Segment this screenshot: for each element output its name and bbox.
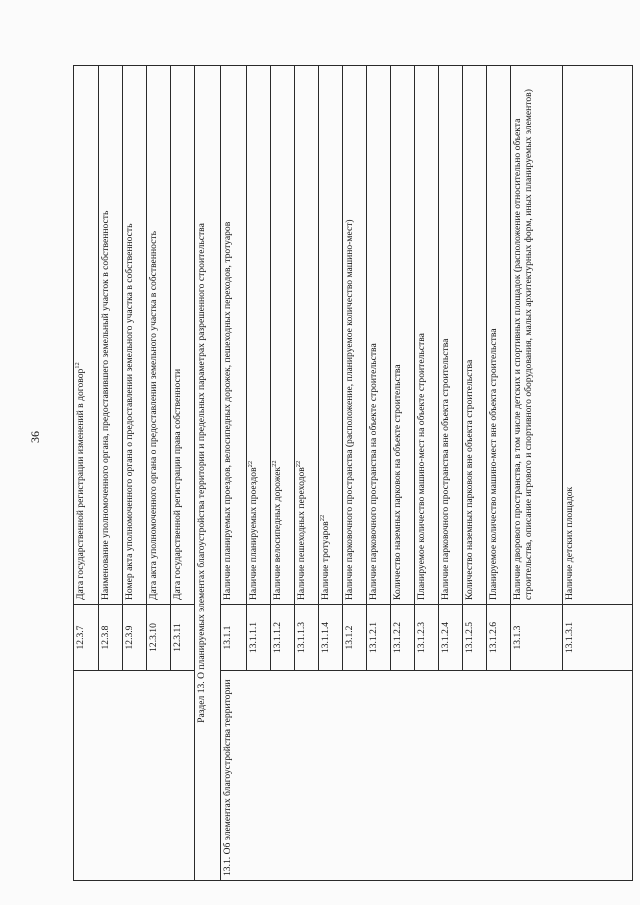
item-code: 13.1.2	[343, 605, 367, 671]
item-text: Наличие парковочного пространства на объекте строительства	[367, 66, 391, 605]
item-text: Наличие дворового пространства, в том числе детских и спортивных площадок (расположение относительно объекта строительства, описание игрового и спортивного оборудования, малых архитектурных форм, иных планируемых элементов)	[511, 66, 563, 605]
item-code: 12.3.10	[147, 605, 171, 671]
item-text: Наличие пешеходных переходов	[296, 467, 307, 600]
item-code: 13.1.2.2	[391, 605, 415, 671]
item-code: 13.1.1.2	[271, 605, 295, 671]
footnote-ref: 12	[73, 362, 81, 369]
section-13-title: Раздел 13. О планируемых элементах благоустройства территории и предельных параметрах разрешенного строительства	[195, 66, 221, 881]
section-heading-row	[195, 66, 221, 881]
item-text: Наличие планируемых проездов, велосипедных дорожек, пешеходных переходов, тротуаров	[221, 66, 247, 605]
page-number: 36	[28, 431, 42, 443]
item-text-cell	[319, 66, 343, 605]
item-code: 12.3.9	[123, 605, 147, 671]
item-code: 13.1.3	[511, 605, 563, 671]
item-text: Дата государственной регистрации изменений в договор	[75, 368, 86, 600]
item-text-cell	[271, 66, 295, 605]
item-text: Планируемое количество машино-мест на объекте строительства	[415, 66, 439, 605]
item-text: Наличие велосипедных дорожек	[272, 466, 283, 600]
item-code: 13.1.1.3	[295, 605, 319, 671]
footnote-ref: 22	[270, 460, 278, 467]
item-code: 13.1.1.1	[247, 605, 271, 671]
item-code: 13.1.2.1	[367, 605, 391, 671]
table-row	[221, 66, 247, 881]
item-text: Дата акта уполномоченного органа о предоставлении земельного участка в собственность	[147, 66, 171, 605]
item-code: 12.3.11	[171, 605, 195, 671]
item-text: Планируемое количество машино-мест вне объекта строительства	[487, 66, 511, 605]
item-code: 12.3.7	[74, 605, 99, 671]
item-text: Наличие планируемых проездов	[248, 467, 259, 600]
item-text: Наличие парковочного пространства вне объекта строительства	[439, 66, 463, 605]
item-code: 13.1.2.3	[415, 605, 439, 671]
footnote-ref: 22	[318, 514, 326, 522]
item-code: 13.1.2.5	[463, 605, 487, 671]
form-table	[73, 65, 633, 881]
item-code: 13.1.3.1	[563, 605, 633, 671]
footnote-ref: 22	[246, 460, 254, 468]
item-text: Количество наземных парковок вне объекта строительства	[463, 66, 487, 605]
item-text: Дата государственной регистрации права собственности	[171, 66, 195, 605]
item-code: 13.1.2.4	[439, 605, 463, 671]
item-text: Наименование уполномоченного органа, предоставившего земельный участок в собственность	[99, 66, 123, 605]
item-text-cell	[247, 66, 271, 605]
item-code: 12.3.8	[99, 605, 123, 671]
item-text-cell	[74, 66, 99, 605]
item-text-cell	[295, 66, 319, 605]
empty-label-cell	[74, 671, 195, 881]
table-row	[74, 66, 99, 881]
item-text: Номер акта уполномоченного органа о предоставлении земельного участка в собственность	[123, 66, 147, 605]
rotated-table-container	[73, 66, 633, 881]
item-text: Количество наземных парковок на объекте строительства	[391, 66, 415, 605]
item-text: Наличие тротуаров	[320, 521, 331, 600]
subsection-label: 13.1. Об элементах благоустройства территории	[221, 671, 633, 881]
item-text: Наличие парковочного пространства (расположение, планируемое количество машино-мест)	[343, 66, 367, 605]
item-text: Наличие детских площадок	[563, 66, 633, 605]
item-code: 13.1.2.6	[487, 605, 511, 671]
item-code: 13.1.1.4	[319, 605, 343, 671]
footnote-ref: 22	[294, 460, 302, 468]
item-code: 13.1.1	[221, 605, 247, 671]
